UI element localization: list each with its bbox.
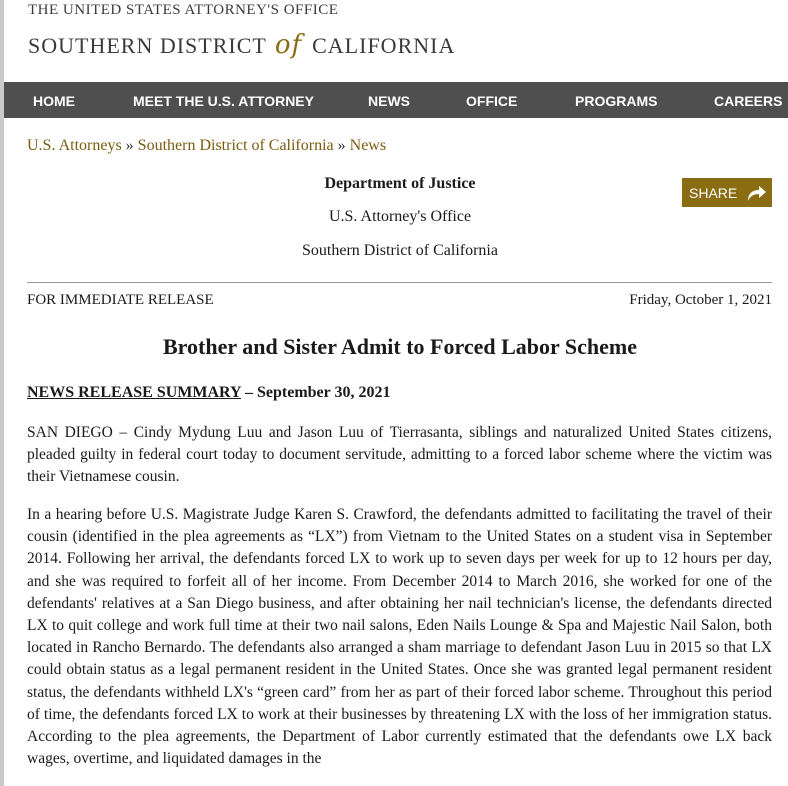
- nav-home[interactable]: HOME: [33, 93, 75, 109]
- summary-dash: –: [240, 384, 257, 401]
- summary-date: September 30, 2021: [256, 384, 391, 401]
- nav-programs[interactable]: PROGRAMS: [575, 93, 658, 109]
- site-header: [28, 0, 455, 60]
- breadcrumb-news[interactable]: News: [349, 137, 387, 154]
- breadcrumb-separator: »: [337, 137, 346, 154]
- site-kicker: THE UNITED STATES ATTORNEY'S OFFICE: [28, 2, 339, 18]
- share-button[interactable]: [682, 178, 772, 207]
- release-date: Friday, October 1, 2021: [629, 292, 772, 308]
- agency-office: U.S. Attorney's Office: [328, 208, 472, 225]
- breadcrumb: [27, 137, 386, 155]
- breadcrumb-separator: »: [125, 137, 134, 154]
- nav-office[interactable]: OFFICE: [466, 93, 518, 109]
- breadcrumb-us-attorneys[interactable]: U.S. Attorneys: [27, 137, 122, 154]
- divider: [27, 282, 772, 283]
- nav-news[interactable]: NEWS: [368, 93, 410, 109]
- body-paragraph-2: In a hearing before U.S. Magistrate Judge Karen S. Crawford, the defendants admitted to facilitating the travel of their cousin (identified in the plea agreements as “LX”) from Vietnam to the United States on a student visa in September 2014. Following her arrival, the defendants forced LX to work up to seven days per week for up to 12 hours per day, and she was required to forfeit all of her income. From December 2014 to March 2016, she worked for one of the defendants' relatives at a San Diego business, and after obtaining her nail technician's license, the defendants directed LX to quit college and work full time at their two nail salons, Eden Nails Lounge & Spa and Majestic Nail Salon, both located in Rancho Bernardo. The defendants also arranged a sham marriage to defendant Jason Luu in 2015 so that LX could obtain status as a legal permanent resident in the United States. Once she was granted legal permanent resident status, the defendants withheld LX's “green card” from her as part of their forced labor scheme. Throughout this period of time, the defendants forced LX to work at their businesses by threatening LX with the loss of her immigration status. According to the plea agreements, the Department of Labor currently estimated that the defendants owe LX back wages, overtime, and liquidated damages in the: [27, 506, 772, 768]
- body-paragraph-1: SAN DIEGO – Cindy Mydung Luu and Jason Luu of Tierrasanta, siblings and naturalized United States citizens, pleaded guilty in federal court today to document servitude, admitting to a forced labor scheme where the victim was their Vietnamese cousin.: [27, 424, 772, 486]
- summary-heading: [27, 384, 390, 402]
- share-label: SHARE: [689, 184, 738, 201]
- nav-careers[interactable]: CAREERS: [714, 93, 783, 109]
- site-logo[interactable]: [28, 30, 455, 60]
- summary-label: NEWS RELEASE SUMMARY: [27, 384, 241, 401]
- share-arrow-icon: [745, 183, 767, 203]
- release-label: FOR IMMEDIATE RELEASE: [27, 292, 214, 308]
- district-of: of: [274, 30, 303, 60]
- agency-department: Department of Justice: [324, 175, 476, 192]
- agency-district: Southern District of California: [302, 242, 498, 259]
- district-name-right: CALIFORNIA: [312, 33, 456, 58]
- breadcrumb-southern-district[interactable]: Southern District of California: [137, 137, 334, 154]
- district-name-left: SOUTHERN DISTRICT: [28, 33, 267, 58]
- nav-meet-the-us-attorney[interactable]: MEET THE U.S. ATTORNEY: [133, 93, 314, 109]
- main-nav: [4, 82, 788, 118]
- page-title: Brother and Sister Admit to Forced Labor Scheme: [162, 334, 637, 359]
